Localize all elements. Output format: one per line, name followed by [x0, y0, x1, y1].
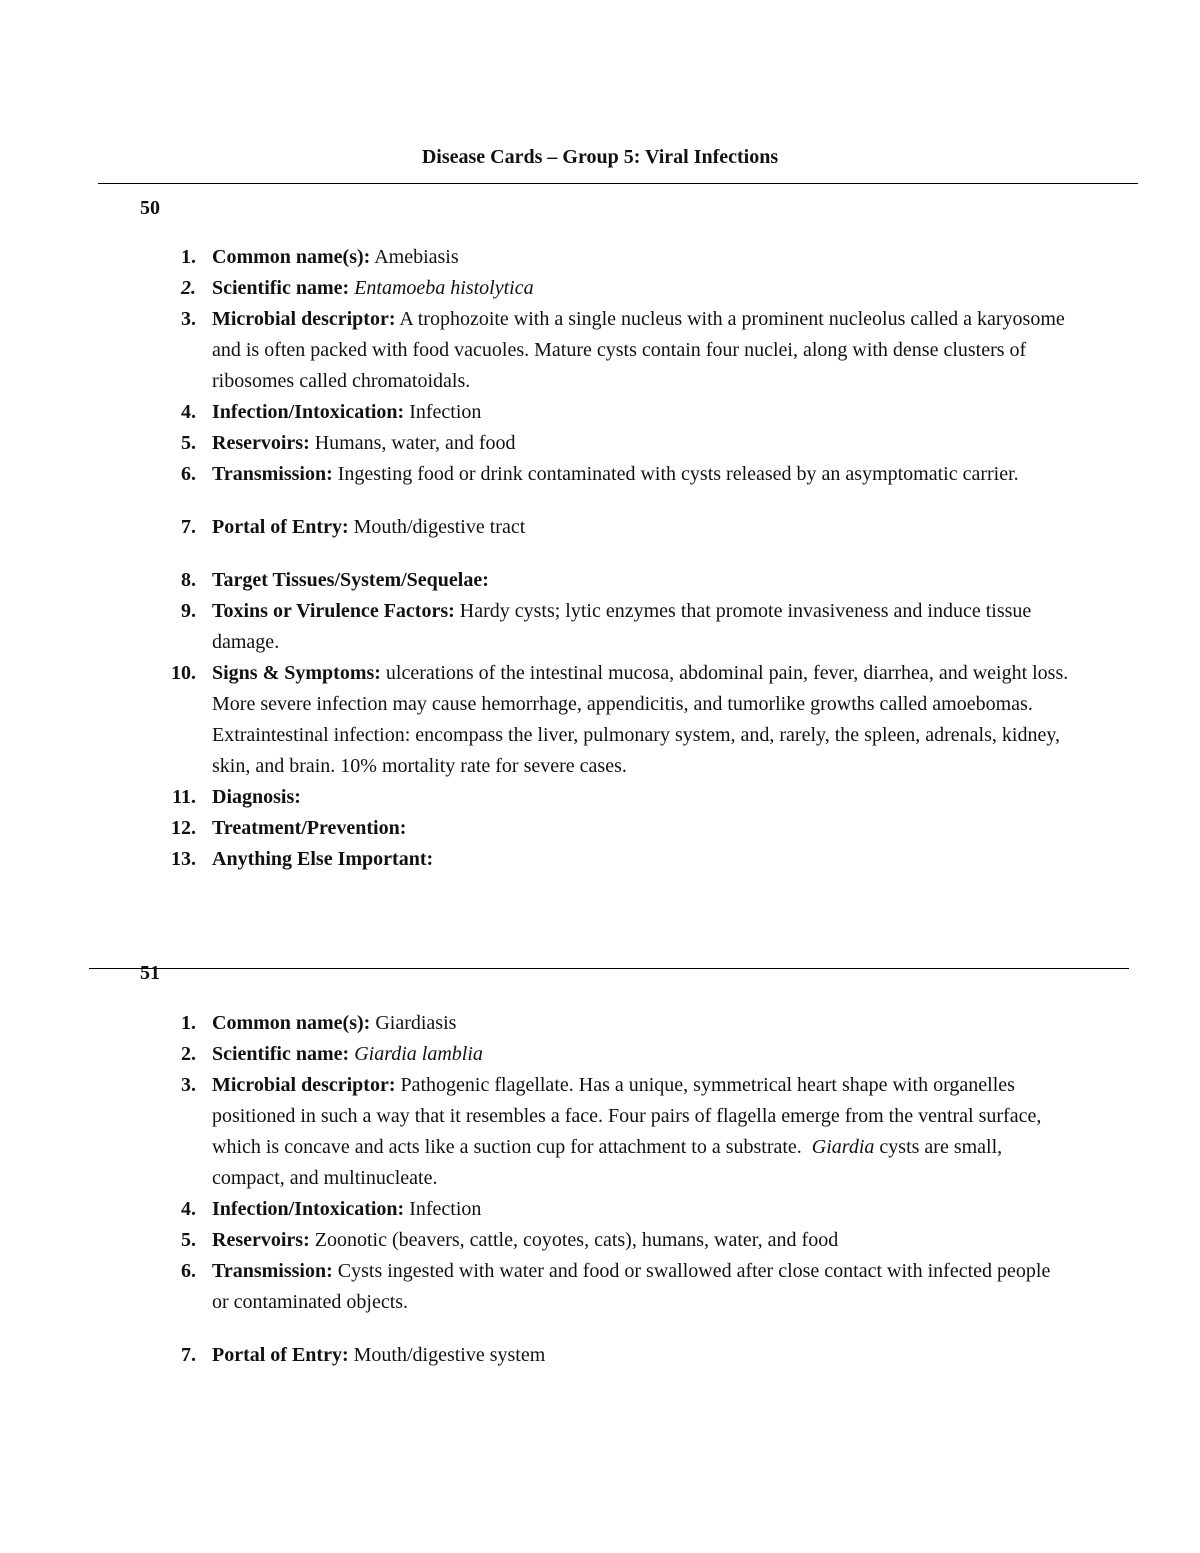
- field-number: 2.: [181, 1043, 196, 1065]
- field-label: Anything Else Important:: [212, 848, 434, 870]
- field-number: 10.: [171, 662, 196, 684]
- field-value: Cysts ingested with water and food or swallowed after close contact with infected people or contaminated objects.: [212, 1260, 1051, 1313]
- field-label: Signs & Symptoms:: [212, 662, 381, 684]
- field-scientific-name: [0, 273, 1200, 304]
- field-value: cysts are small, compact, and multinucleate.: [212, 1136, 1003, 1189]
- field-label: Infection/Intoxication:: [212, 1198, 405, 1220]
- field-value: Humans, water, and food: [309, 432, 516, 454]
- field-label: Transmission:: [212, 1260, 333, 1282]
- field-number: 5.: [181, 1229, 196, 1251]
- horizontal-divider: [89, 968, 1129, 969]
- scientific-name-value: Entamoeba histolytica: [354, 277, 534, 299]
- field-infection-intoxication: [0, 1194, 1200, 1225]
- field-label: Transmission:: [212, 463, 333, 485]
- field-value: Pathogenic flagellate. Has a unique, symmetrical heart shape with organelles positioned in such a way that it resembles a face. Four pairs of flagella emerge from the ventral surface, which is concave and acts like a suction cup for attachment to a substrate.: [212, 1074, 1047, 1158]
- field-number: 7.: [181, 1344, 196, 1366]
- field-infection-intoxication: [0, 397, 1200, 428]
- page-title: Disease Cards – Group 5: Viral Infections: [421, 146, 779, 168]
- field-label: Scientific name:: [212, 277, 350, 299]
- field-microbial-descriptor: [0, 304, 1200, 397]
- field-toxins-virulence: [0, 596, 1200, 658]
- field-number: 3.: [181, 1074, 196, 1096]
- card-field-list: [0, 242, 1200, 875]
- field-microbial-descriptor: [0, 1070, 1200, 1194]
- field-common-name: [0, 242, 1200, 273]
- field-label: Toxins or Virulence Factors:: [212, 600, 455, 622]
- field-label: Diagnosis:: [212, 786, 301, 808]
- field-number: 2.: [181, 277, 196, 299]
- field-value: Amebiasis: [370, 246, 459, 268]
- field-number: 11.: [172, 786, 196, 808]
- field-label: Infection/Intoxication:: [212, 401, 405, 423]
- scientific-name-value: Giardia lamblia: [354, 1043, 483, 1065]
- field-reservoirs: [0, 1225, 1200, 1256]
- field-value: Infection: [404, 1198, 482, 1220]
- field-value: Zoonotic (beavers, cattle, coyotes, cats), humans, water, and food: [309, 1229, 839, 1251]
- field-number: 3.: [181, 308, 196, 330]
- field-transmission: [0, 459, 1200, 490]
- field-number: 4.: [181, 401, 196, 423]
- field-number: 1.: [181, 246, 196, 268]
- card-number: 50: [140, 197, 160, 219]
- horizontal-divider: [98, 183, 1138, 184]
- field-value: Mouth/digestive system: [348, 1344, 546, 1366]
- field-label: Reservoirs:: [212, 1229, 310, 1251]
- field-number: 4.: [181, 1198, 196, 1220]
- card-number: 51: [140, 962, 160, 984]
- field-number: 8.: [181, 569, 196, 591]
- field-value: A trophozoite with a single nucleus with a prominent nucleolus called a karyosome and is often packed with food vacuoles. Mature cysts contain four nuclei, along with dense clusters of ribosomes called chromatoidals.: [212, 308, 1065, 392]
- field-common-name: [0, 1008, 1200, 1039]
- field-label: Portal of Entry:: [212, 1344, 349, 1366]
- field-label: Portal of Entry:: [212, 516, 349, 538]
- field-value: Ingesting food or drink contaminated with cysts released by an asymptomatic carrier.: [332, 463, 1019, 485]
- field-label: Treatment/Prevention:: [212, 817, 407, 839]
- field-number: 13.: [171, 848, 196, 870]
- field-value: Hardy cysts; lytic enzymes that promote invasiveness and induce tissue damage.: [212, 600, 1032, 653]
- field-scientific-name: [0, 1039, 1200, 1070]
- field-value: Infection: [404, 401, 482, 423]
- field-label: Common name(s):: [212, 246, 371, 268]
- field-label: Scientific name:: [212, 1043, 350, 1065]
- field-label: Reservoirs:: [212, 432, 310, 454]
- field-treatment-prevention: [0, 813, 1200, 844]
- card-field-list: [0, 1008, 1200, 1371]
- genus-name: Giardia: [811, 1136, 875, 1158]
- field-number: 9.: [181, 600, 196, 622]
- field-portal-of-entry: [0, 1340, 1200, 1371]
- field-reservoirs: [0, 428, 1200, 459]
- field-value: ulcerations of the intestinal mucosa, abdominal pain, fever, diarrhea, and weight loss. More severe infection may cause hemorrhage, appendicitis, and tumorlike growths called amoebomas. Extraintestinal infection: encompass the liver, pulmonary system, and, rarely, the spleen, adrenals, kidney, skin, and brain. 10% mortality rate for severe cases.: [212, 662, 1069, 777]
- field-anything-else: [0, 844, 1200, 875]
- field-number: 1.: [181, 1012, 196, 1034]
- field-signs-symptoms: [0, 658, 1200, 782]
- field-label: Common name(s):: [212, 1012, 371, 1034]
- field-value: Mouth/digestive tract: [348, 516, 526, 538]
- field-label: Microbial descriptor:: [212, 1074, 396, 1096]
- field-label: Microbial descriptor:: [212, 308, 396, 330]
- field-portal-of-entry: [0, 512, 1200, 543]
- field-number: 6.: [181, 463, 196, 485]
- field-number: 12.: [171, 817, 196, 839]
- field-number: 6.: [181, 1260, 196, 1282]
- field-value: Giardiasis: [370, 1012, 457, 1034]
- field-number: 7.: [181, 516, 196, 538]
- field-diagnosis: [0, 782, 1200, 813]
- field-label: Target Tissues/System/Sequelae:: [212, 569, 489, 591]
- field-transmission: [0, 1256, 1200, 1318]
- field-number: 5.: [181, 432, 196, 454]
- field-target-tissues: [0, 565, 1200, 596]
